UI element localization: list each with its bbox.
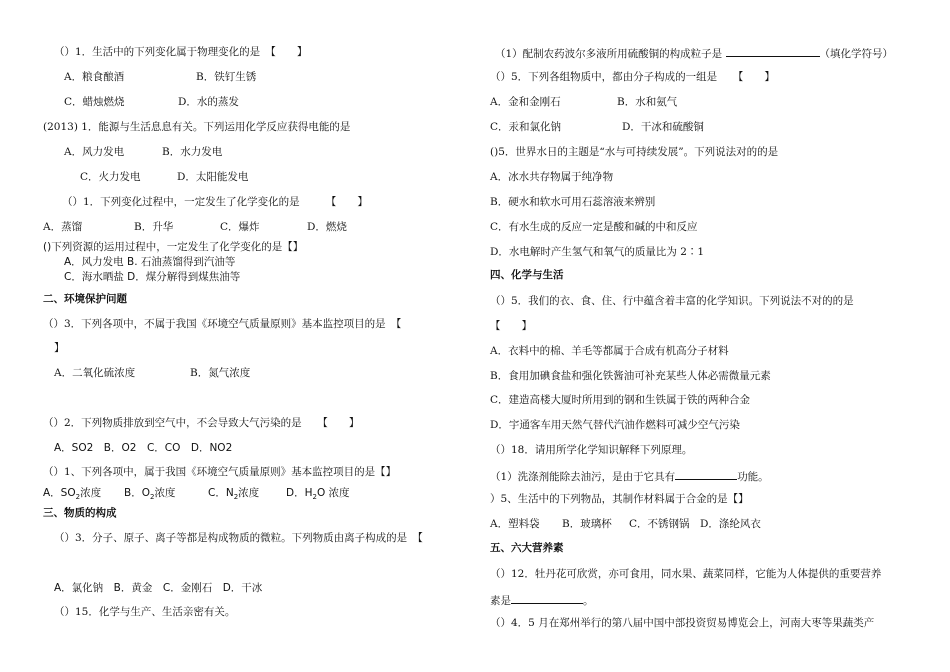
question-line: （）1．下列变化过程中，一定发生了化学变化的是 【 】 — [62, 196, 368, 208]
option-b: B．升华 — [134, 221, 174, 233]
option-b: B．水和氨气 — [617, 96, 678, 108]
question-line: (2013) 1．能源与生活息息有关。下列运用化学反应获得电能的是 — [43, 121, 351, 133]
option-c: C．不锈钢锅 — [629, 518, 690, 530]
option-b: B．铁钉生锈 — [196, 71, 257, 83]
question-line: （）3．下列各项中，不属于我国《环境空气质量原则》基本监控项目的是 【 — [43, 318, 402, 330]
option-line: A．SO2 B．O2 C．CO D．NO2 — [54, 442, 233, 454]
question-line: ()下列资源的运用过程中，一定发生了化学变化的是【】 — [43, 241, 304, 253]
section-heading: 五、六大营养素 — [490, 542, 564, 554]
question-line: ()5．世界水日的主题是“水与可持续发展”。下列说法对的的是 — [490, 146, 779, 158]
option-a: A．$SO_2$浓度 — [43, 487, 102, 502]
option-c: C．火力发电 — [80, 171, 141, 183]
question-line: （）3．分子、原子、离子等都是构成物质的微粒。下列物质由离子构成的是 【 — [54, 532, 423, 544]
option-a: A．蒸馏 — [43, 221, 83, 233]
answer-blank[interactable] — [675, 468, 737, 480]
option-d: D．水电解时产生氢气和氧气的质量比为 2∶1 — [490, 246, 705, 258]
question-line: （）15．化学与生产、生活亲密有关。 — [54, 606, 236, 618]
option-d: D．干冰和硫酸铜 — [622, 121, 704, 133]
option-d: D．燃烧 — [307, 221, 347, 233]
section-heading: 二、环境保护问题 — [43, 293, 127, 305]
option-c: C．蜡烛燃烧 — [64, 96, 125, 108]
section-heading: 四、化学与生活 — [490, 269, 564, 281]
option-c: C．爆炸 — [220, 221, 260, 233]
bracket: 【 】 — [490, 320, 532, 332]
option-c: C．汞和氯化钠 — [490, 121, 562, 133]
question-line: （）5．我们的衣、食、住、行中蕴含着丰富的化学知识。下列说法不对的的是 — [490, 295, 854, 307]
option-b: B．玻璃杯 — [562, 518, 612, 530]
question-line: （1）配制农药波尔多液所用硫酸铜的构成粒子是 （填化学符号） — [495, 45, 893, 61]
option-a: A．风力发电 — [64, 146, 125, 158]
option-c: C．有水生成的反应一定是酸和碱的中和反应 — [490, 221, 698, 233]
option-b: B．氮气浓度 — [190, 367, 251, 379]
option-a: A．粮食酿酒 — [64, 71, 125, 83]
question-line: （）1．生活中的下列变化属于物理变化的是 【 】 — [54, 46, 308, 58]
option-b: B．食用加碘食盐和强化铁酱油可补充某些人体必需微量元素 — [490, 370, 771, 382]
question-line: （）18．请用所学化学知识解释下列原理。 — [490, 444, 693, 456]
option-a: A．塑料袋 — [490, 518, 540, 530]
option-a: A．二氧化硫浓度 — [54, 367, 136, 379]
answer-blank[interactable] — [511, 592, 583, 604]
option-a: A．冰水共存物属于纯净物 — [490, 171, 614, 183]
bracket-close: 】 — [54, 342, 65, 354]
option-b: B．硬水和软水可用石蕊溶液来辨别 — [490, 196, 656, 208]
question-line: （）1、下列各项中，属于我国《环境空气质量原则》基本监控项目的是【】 — [43, 466, 397, 478]
option-line: A．风力发电 B. 石油蒸馏得到汽油等 — [64, 256, 236, 268]
question-line: （1）洗涤剂能除去油污，是由于它具有 功能。 — [490, 468, 769, 484]
option-b: B．$O_2$浓度 — [124, 487, 176, 502]
option-a: A．金和金刚石 — [490, 96, 561, 108]
question-line: 素是 。 — [490, 592, 594, 608]
section-heading: 三、物质的构成 — [43, 507, 117, 519]
option-a: A．衣料中的棉、羊毛等都属于合成有机高分子材料 — [490, 345, 729, 357]
option-c: C．$N_2$浓度 — [208, 487, 260, 502]
option-line: A．氯化钠 B．黄金 C．金刚石 D．干冰 — [54, 582, 263, 594]
option-d: D．太阳能发电 — [177, 171, 249, 183]
option-b: B．水力发电 — [162, 146, 223, 158]
option-d: D．宇通客车用天然气替代汽油作燃料可减少空气污染 — [490, 419, 740, 431]
option-c: C．建造高楼大厦时所用到的钢和生铁属于铁的两种合金 — [490, 394, 751, 406]
answer-blank[interactable] — [726, 45, 820, 57]
question-line: （）2．下列物质排放到空气中，不会导致大气污染的是 【 】 — [43, 417, 360, 429]
option-d: D．$H_2O$ 浓度 — [286, 487, 350, 502]
option-d: D．水的蒸发 — [178, 96, 239, 108]
option-line: C．海水晒盐 D．煤分解得到煤焦油等 — [64, 271, 241, 283]
question-line: （）4．5 月在郑州举行的第八届中国中部投资贸易博览会上，河南大枣等果蔬类产 — [490, 617, 875, 629]
option-d: D．涤纶风衣 — [700, 518, 761, 530]
question-line: ）5、生活中的下列物品，其制作材料属于合金的是【】 — [490, 493, 749, 505]
question-line: （）12．牡丹花可欣赏，亦可食用，同水果、蔬菜同样，它能为人体提供的重要营养 — [490, 568, 882, 580]
question-line: （）5．下列各组物质中，都由分子构成的一组是 【 】 — [490, 71, 775, 83]
